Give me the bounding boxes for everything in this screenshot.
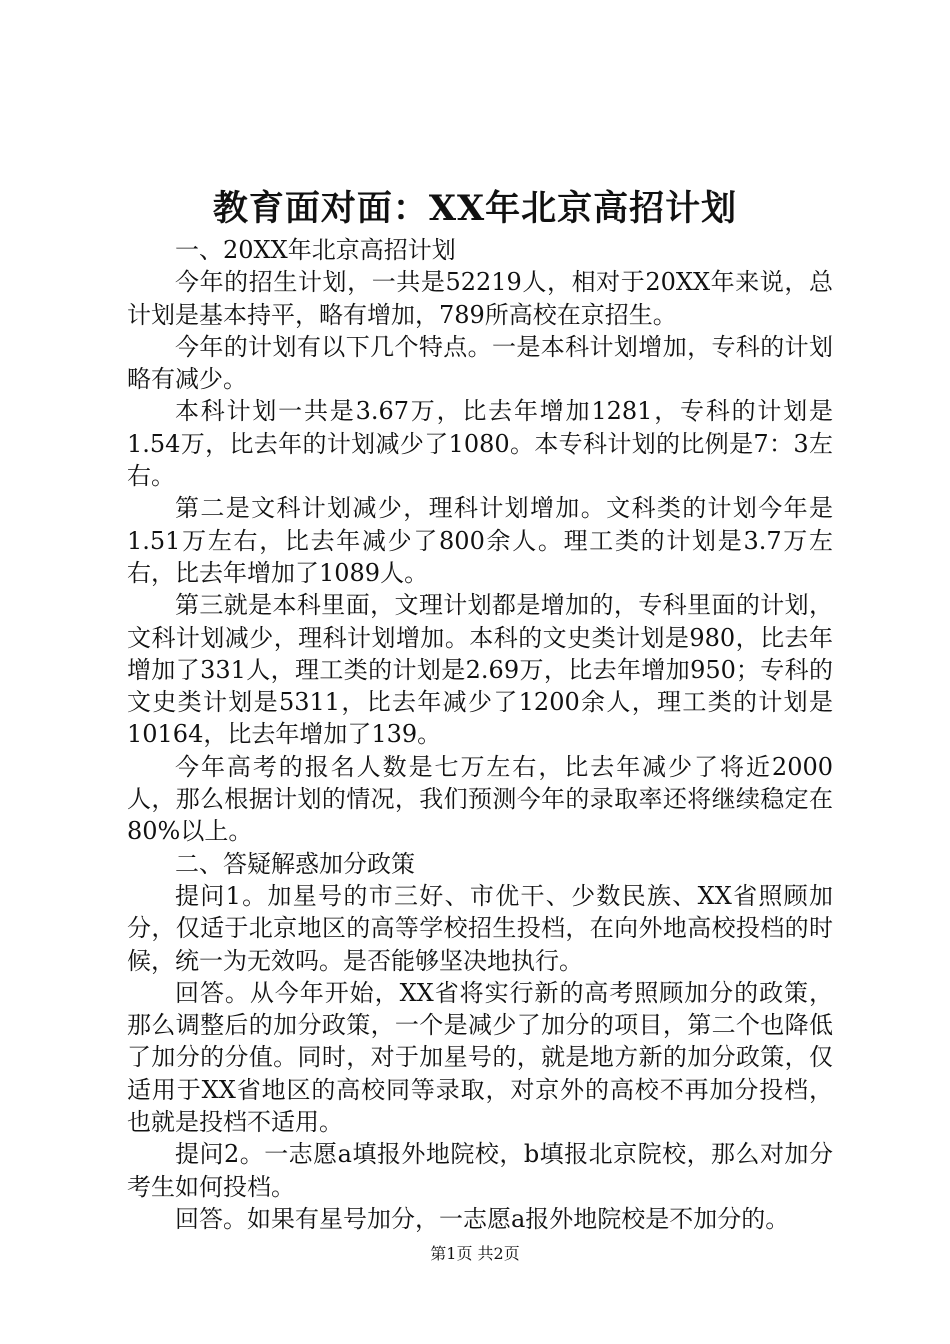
- paragraph: 本科计划一共是3.67万，比去年增加1281，专科的计划是1.54万，比去年的计划减少了1080。本专科计划的比例是7：3左右。: [127, 397, 833, 491]
- paragraph: 今年的计划有以下几个特点。一是本科计划增加，专科的计划略有减少。: [127, 332, 833, 394]
- document-title: 教育面对面：XX年北京高招计划: [212, 188, 738, 229]
- answer-paragraph: 回答。从今年开始，XX省将实行新的高考照顾加分的政策，那么调整后的加分政策，一个是减少了加分的项目，第二个也降低了加分的分值。同时，对于加星号的，就是地方新的加分政策，仅适用于XX省地区的高校同等录取，对京外的高校不再加分投档，也就是投档不适用。: [127, 978, 833, 1137]
- question-paragraph: 提问1。加星号的市三好、市优干、少数民族、XX省照顾加分，仅适于北京地区的高等学校招生投档，在向外地高校投档的时候，统一为无效吗。是否能够坚决地执行。: [127, 881, 833, 975]
- paragraph: 第二是文科计划减少，理科计划增加。文科类的计划今年是1.51万左右，比去年减少了800余人。理工类的计划是3.7万左右，比去年增加了1089人。: [127, 494, 833, 587]
- page-footer: 第1页 共2页: [430, 1244, 520, 1263]
- answer-paragraph: 回答。如果有星号加分，一志愿a报外地院校是不加分的。: [175, 1204, 790, 1233]
- document-body: [127, 234, 833, 1235]
- section-heading-1: 一、20XX年北京高招计划: [175, 236, 456, 264]
- section-heading-2: 二、答疑解惑加分政策: [175, 849, 415, 878]
- paragraph: 今年高考的报名人数是七万左右，比去年减少了将近2000人，那么根据计划的情况，我们预测今年的录取率还将继续稳定在80%以上。: [127, 752, 833, 846]
- paragraph: 今年的招生计划，一共是52219人，相对于20XX年来说，总计划是基本持平，略有增加，789所高校在京招生。: [127, 268, 833, 329]
- question-paragraph: 提问2。一志愿a填报外地院校，b填报北京院校，那么对加分考生如何投档。: [127, 1140, 833, 1201]
- paragraph: 第三就是本科里面，文理计划都是增加的，专科里面的计划，文科计划减少，理科计划增加。本科的文史类计划是980，比去年增加了331人，理工类的计划是2.69万，比去年增加950；专科的文史类计划是5311，比去年减少了1200余人，理工类的计划是10164，比去年增加了139。: [127, 591, 833, 749]
